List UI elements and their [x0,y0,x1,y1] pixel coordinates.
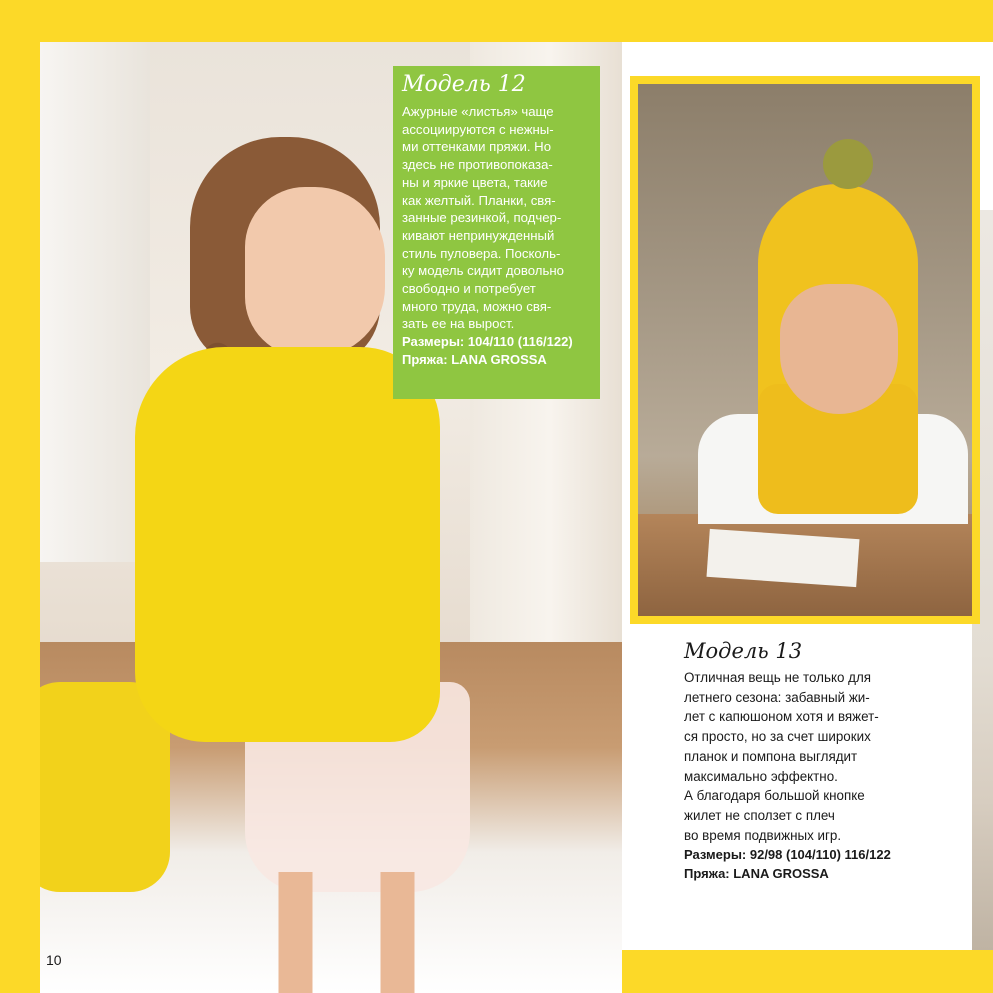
photo-pompom [823,139,873,189]
model-13-description [684,668,949,845]
model-12-line: ку модель сидит довольно [402,263,564,279]
model-12-title: Модель 12 [402,72,526,97]
model-12-line: как желтый. Планки, свя- [402,192,556,208]
model-12-line: здесь не противопоказа- [402,157,553,173]
model-12-line: стиль пуловера. Посколь- [402,245,561,261]
model-13-line: планок и помпона выглядит [684,748,858,764]
model-12-line: свободно и потребует [402,281,536,297]
model-13-line: лет с капюшоном хотя и вяжет- [684,709,879,725]
bottom-yellow-band [622,950,993,993]
photo-boy-face [780,284,898,414]
model-13-line: А благодаря большой кнопке [684,788,865,804]
model-13-sizes: Размеры: 92/98 (104/110) 116/122 [684,847,891,863]
model-12-description [402,103,592,333]
page-number: 10 [46,952,62,968]
model-12-caption [393,66,600,399]
model-13-line: летнего сезона: забавный жи- [684,689,870,705]
model-12-line: зать ее на вырост. [402,316,515,332]
model-12-line: ассоциируются с нежны- [402,121,554,137]
model-12-line: Ажурные «листья» чаще [402,104,554,119]
model-12-line: занные резинкой, подчер- [402,210,562,226]
model-12-yarn: Пряжа: LANA GROSSA [402,352,547,368]
photo-boy-hooded-vest [638,84,972,616]
photo-girl-legs [270,872,440,993]
model-12-line: много труда, можно свя- [402,298,552,314]
photo-window [40,42,150,562]
model-13-line: во время подвижных игр. [684,827,842,843]
model-13-line: ся просто, но за счет широких [684,729,871,745]
model-12-line: ми оттенками пряжи. Но [402,139,552,155]
model-13-line: жилет не сползет с плеч [684,807,835,823]
model-13-line: максимально эффектно. [684,768,838,784]
model-12-sizes: Размеры: 104/110 (116/122) [402,334,573,350]
model-13-yarn: Пряжа: LANA GROSSA [684,866,829,882]
photo-yellow-sweater [135,347,440,742]
model-13-line: Отличная вещь не только для [684,670,872,685]
model-13-caption [684,636,949,883]
model-12-line: кивают непринужденный [402,227,555,243]
photo-girl-face [245,187,385,357]
model-13-title: Модель 13 [684,639,803,663]
model-12-line: ны и яркие цвета, такие [402,174,548,190]
